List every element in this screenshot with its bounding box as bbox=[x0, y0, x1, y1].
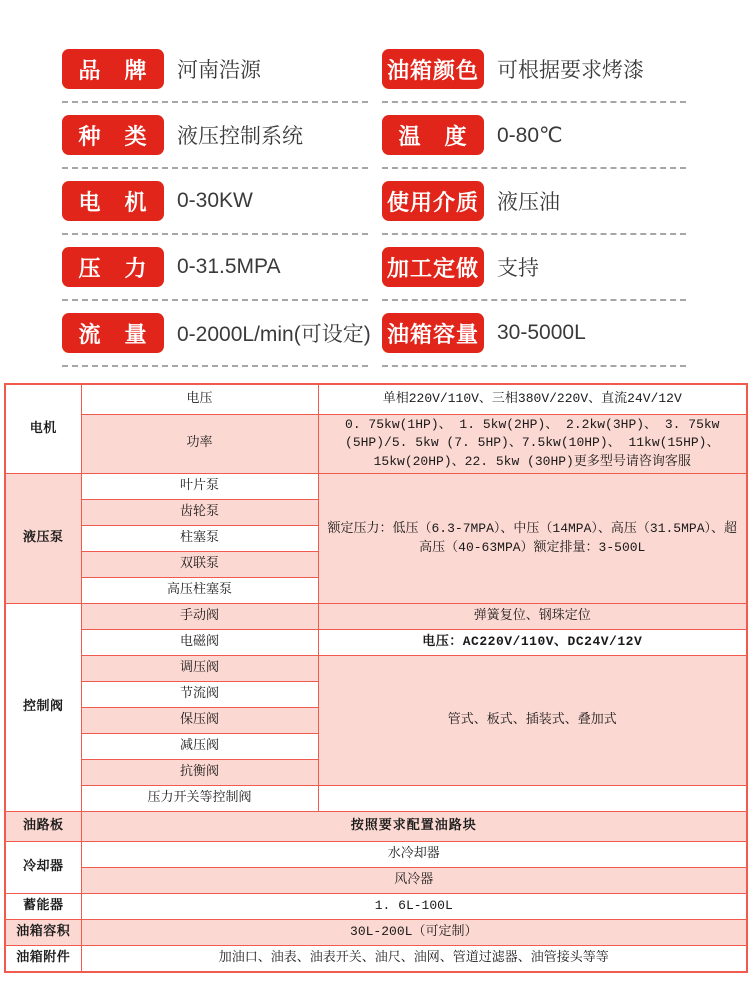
spec-row-motor bbox=[62, 169, 368, 235]
value-valve-types: 管式、板式、插装式、叠加式 bbox=[318, 656, 747, 786]
sub-double-pump: 双联泵 bbox=[81, 552, 318, 578]
category-manifold: 油路板 bbox=[5, 812, 81, 842]
spec-row-pressure bbox=[62, 235, 368, 301]
sub-throttle-valve: 节流阀 bbox=[81, 682, 318, 708]
pressure-value: 0-31.5MPA bbox=[177, 255, 281, 278]
spec-row-brand bbox=[62, 37, 368, 103]
category-tank-volume: 油箱容积 bbox=[5, 920, 81, 946]
sub-piston-pump: 柱塞泵 bbox=[81, 526, 318, 552]
value-power: 0. 75kw(1HP)、 1. 5kw(2HP)、 2.2kw(3HP)、 3. 75kw (5HP)/5. 5kw (7. 5HP)、7.5kw(10HP)、 11kw(15HP)、 15kw(20HP)、22. 5kw (30HP)更多型号请咨询客服 bbox=[318, 414, 747, 474]
sub-solenoid-valve: 电磁阀 bbox=[81, 630, 318, 656]
spec-row-customization bbox=[382, 235, 686, 301]
value-pressure-switch-valve bbox=[318, 786, 747, 812]
category-motor: 电机 bbox=[5, 384, 81, 474]
type-value: 液压控制系统 bbox=[177, 125, 303, 148]
sub-holding-valve: 保压阀 bbox=[81, 708, 318, 734]
spec-row-temperature bbox=[382, 103, 686, 169]
sub-hp-piston-pump: 高压柱塞泵 bbox=[81, 578, 318, 604]
spec-row-medium bbox=[382, 169, 686, 235]
brand-value: 河南浩源 bbox=[177, 59, 261, 82]
value-tank-volume: 30L-200L（可定制） bbox=[81, 920, 747, 946]
flow-badge: 流 量 bbox=[62, 313, 164, 353]
value-water-cooler: 水冷却器 bbox=[81, 842, 747, 868]
tank-color-value: 可根据要求烤漆 bbox=[497, 59, 644, 82]
type-badge: 种 类 bbox=[62, 115, 164, 155]
sub-vane-pump: 叶片泵 bbox=[81, 474, 318, 500]
tank-capacity-value: 30-5000L bbox=[497, 321, 586, 344]
sub-regulator-valve: 调压阀 bbox=[81, 656, 318, 682]
category-cooler: 冷却器 bbox=[5, 842, 81, 894]
value-voltage: 单相220V/110V、三相380V/220V、直流24V/12V bbox=[318, 384, 747, 414]
customization-badge: 加工定做 bbox=[382, 247, 484, 287]
value-manual-valve: 弹簧复位、钢珠定位 bbox=[318, 604, 747, 630]
value-air-cooler: 风冷器 bbox=[81, 868, 747, 894]
category-valve: 控制阀 bbox=[5, 604, 81, 812]
value-manifold: 按照要求配置油路块 bbox=[81, 812, 747, 842]
medium-badge: 使用介质 bbox=[382, 181, 484, 221]
sub-power: 功率 bbox=[81, 414, 318, 474]
sub-gear-pump: 齿轮泵 bbox=[81, 500, 318, 526]
sub-manual-valve: 手动阀 bbox=[81, 604, 318, 630]
spec-row-tank-capacity bbox=[382, 301, 686, 367]
sub-counterbalance-valve: 抗衡阀 bbox=[81, 760, 318, 786]
spec-row-type bbox=[62, 103, 368, 169]
spec-table-section bbox=[4, 383, 746, 973]
sub-reducing-valve: 减压阀 bbox=[81, 734, 318, 760]
medium-value: 液压油 bbox=[497, 191, 560, 214]
tank-color-badge: 油箱颜色 bbox=[382, 49, 484, 89]
category-pump: 液压泵 bbox=[5, 474, 81, 604]
pressure-badge: 压 力 bbox=[62, 247, 164, 287]
category-tank-accessories: 油箱附件 bbox=[5, 946, 81, 972]
category-accumulator: 蓄能器 bbox=[5, 894, 81, 920]
value-pump-pressure: 额定压力：低压（6.3-7MPA）、中压（14MPA）、高压（31.5MPA）、超高压（40-63MPA）额定排量：3-500L bbox=[318, 474, 747, 604]
spec-table bbox=[4, 383, 748, 973]
sub-voltage: 电压 bbox=[81, 384, 318, 414]
brand-badge: 品 牌 bbox=[62, 49, 164, 89]
motor-value: 0-30KW bbox=[177, 189, 253, 212]
sub-pressure-switch-valve: 压力开关等控制阀 bbox=[81, 786, 318, 812]
temperature-badge: 温 度 bbox=[382, 115, 484, 155]
temperature-value: 0-80℃ bbox=[497, 123, 563, 147]
flow-value: 0-2000L/min(可设定) bbox=[177, 323, 371, 346]
value-solenoid-valve: 电压：AC220V/110V、DC24V/12V bbox=[318, 630, 747, 656]
product-spec-badges bbox=[0, 0, 750, 383]
spec-row-tank-color bbox=[382, 37, 686, 103]
motor-badge: 电 机 bbox=[62, 181, 164, 221]
value-tank-accessories: 加油口、油表、油表开关、油尺、油网、管道过滤器、油管接头等等 bbox=[81, 946, 747, 972]
tank-capacity-badge: 油箱容量 bbox=[382, 313, 484, 353]
customization-value: 支持 bbox=[497, 257, 539, 280]
value-accumulator: 1. 6L-100L bbox=[81, 894, 747, 920]
spec-row-flow bbox=[62, 301, 371, 367]
